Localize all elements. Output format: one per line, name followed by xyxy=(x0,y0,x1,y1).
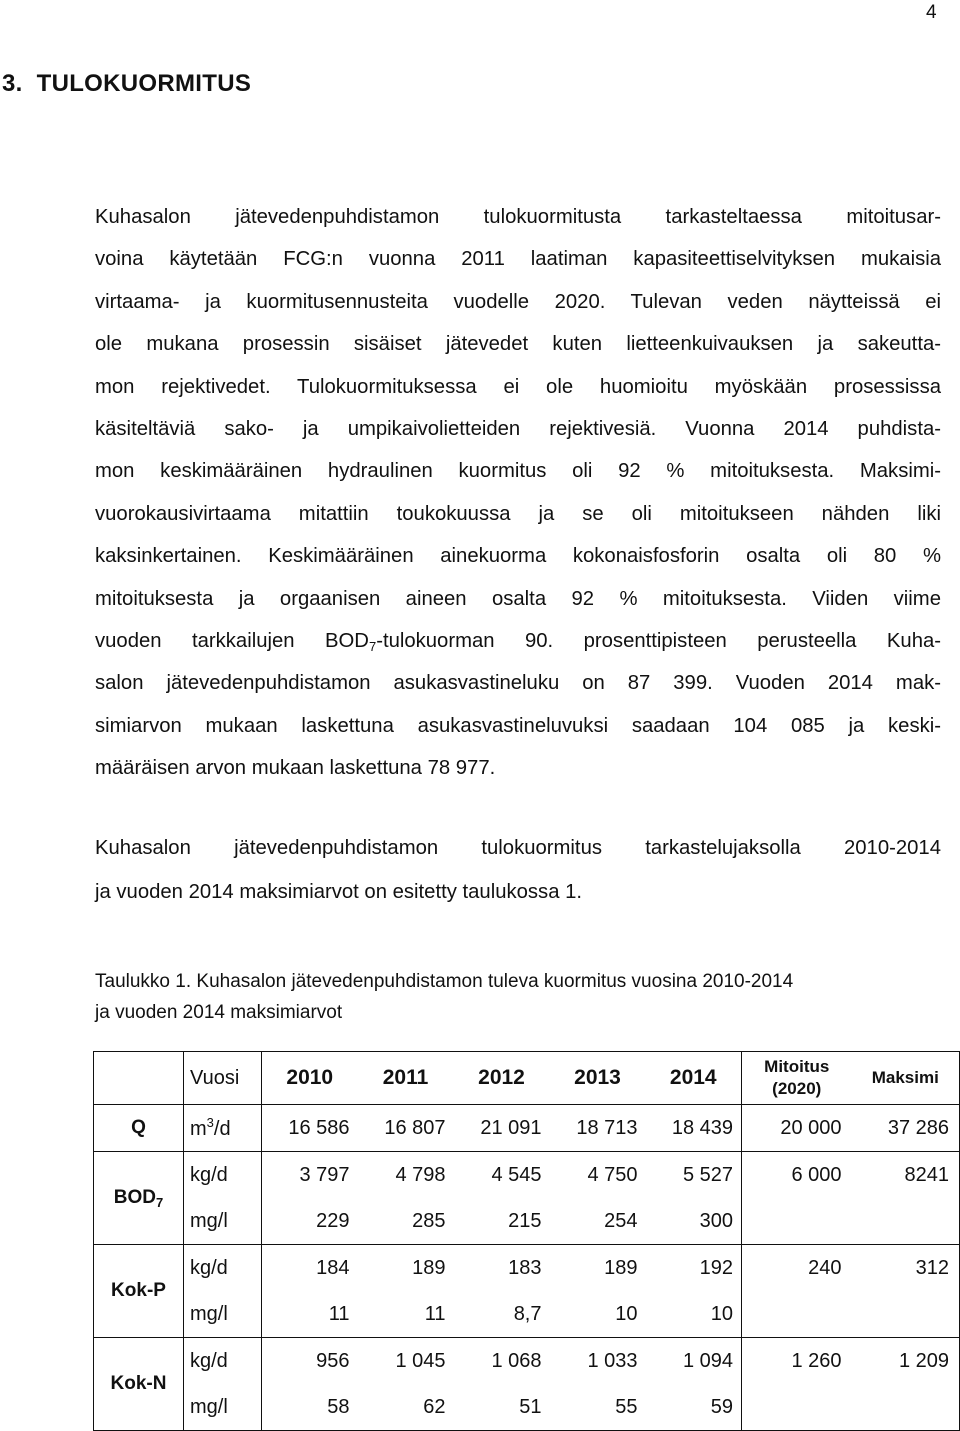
unit-text: m xyxy=(190,1118,207,1140)
value-cell: 189 xyxy=(550,1245,646,1292)
table-header-row xyxy=(94,1052,960,1105)
value-cell: 956 xyxy=(262,1338,358,1385)
unit-cell: mg/l xyxy=(184,1384,262,1431)
unit-cell: kg/d xyxy=(184,1245,262,1292)
paragraph-line: Kuhasalon jätevedenpuhdistamon tulokuormitus tarkastelujaksolla 2010-2014 xyxy=(95,837,941,859)
section-number: 3. xyxy=(2,70,23,97)
empty-cell xyxy=(742,1384,852,1431)
maksimi-cell: 1 209 xyxy=(852,1338,960,1385)
value-cell: 59 xyxy=(646,1384,742,1431)
table-row-q xyxy=(94,1105,960,1152)
maksimi-cell: 37 286 xyxy=(852,1105,960,1152)
value-cell: 1 068 xyxy=(454,1338,550,1385)
param-label-kokp: Kok-P xyxy=(94,1245,184,1338)
table-row-kokn-mgl xyxy=(94,1384,960,1431)
value-cell: 55 xyxy=(615,1395,638,1418)
value-cell: 4 545 xyxy=(454,1152,550,1199)
table-row-kokn-kgd xyxy=(94,1338,960,1385)
header-year: 2011 xyxy=(382,1066,429,1089)
value-cell: 21 091 xyxy=(454,1105,550,1152)
paragraph-line: salon jätevedenpuhdistamon asukasvastineluku on 87 399. Vuoden 2014 mak- xyxy=(95,672,941,695)
unit-cell: kg/d xyxy=(184,1338,262,1385)
value-cell: 51 xyxy=(519,1395,542,1418)
paragraph-line: ole mukana prosessin sisäiset jätevedet kuten lietteenkuivauksen ja sakeutta- xyxy=(95,333,941,356)
empty-cell xyxy=(852,1291,960,1338)
empty-cell xyxy=(852,1384,960,1431)
line-text: vuoden tarkkailujen BOD xyxy=(95,629,369,652)
value-cell: 10 xyxy=(646,1291,742,1338)
body-paragraph-1 xyxy=(95,196,941,789)
line-text: -tulokuorman 90. prosenttipisteen perusteella Kuha- xyxy=(376,629,942,652)
value-cell: 254 xyxy=(604,1209,638,1232)
paragraph-line: vuorokausivirtaama mitattiin toukokuussa ja se oli mitoitukseen nähden liki xyxy=(95,502,941,525)
paragraph-line: mon rejektivedet. Tulokuormituksessa ei ole huomioitu myöskään prosessissa xyxy=(95,375,941,398)
value-cell: 1 045 xyxy=(358,1338,454,1385)
page-number: 4 xyxy=(926,2,937,23)
unit-cell: mg/l xyxy=(184,1291,262,1338)
value-cell: 215 xyxy=(508,1209,542,1232)
value-cell: 3 797 xyxy=(262,1152,358,1199)
paragraph-line: simiarvon mukaan laskettuna asukasvastineluvuksi saadaan 104 085 ja keski- xyxy=(95,714,941,737)
value-cell: 4 750 xyxy=(550,1152,646,1199)
value-cell: 300 xyxy=(646,1198,742,1245)
table-row-kokp-mgl xyxy=(94,1291,960,1338)
param-label-kokn: Kok-N xyxy=(94,1338,184,1431)
table-row-kokp-kgd xyxy=(94,1245,960,1292)
paragraph-line xyxy=(95,620,941,662)
value-cell: 8,7 xyxy=(513,1302,542,1325)
empty-cell xyxy=(742,1291,852,1338)
value-cell: 189 xyxy=(358,1245,454,1292)
value-cell: 285 xyxy=(412,1209,446,1232)
value-cell: 1 033 xyxy=(550,1338,646,1385)
mitoitus-cell: 1 260 xyxy=(742,1338,852,1385)
value-cell: 184 xyxy=(262,1245,358,1292)
empty-cell xyxy=(742,1198,852,1245)
value-cell: 192 xyxy=(646,1245,742,1292)
value-cell: 10 xyxy=(615,1302,638,1325)
value-cell: 11 xyxy=(262,1291,358,1338)
param-label-q: Q xyxy=(94,1105,184,1152)
maksimi-cell: 312 xyxy=(852,1245,960,1292)
value-cell: 11 xyxy=(424,1302,446,1325)
unit-cell: kg/d xyxy=(184,1152,262,1199)
body-paragraph-2 xyxy=(95,827,941,914)
paragraph-line: Kuhasalon jätevedenpuhdistamon tulokuormitusta tarkasteltaessa mitoitusar- xyxy=(95,206,941,228)
value-cell: 62 xyxy=(423,1395,446,1418)
header-mitoitus xyxy=(742,1052,852,1105)
value-cell: 18 439 xyxy=(646,1105,742,1152)
value-cell: 58 xyxy=(262,1384,358,1431)
value-cell: 4 798 xyxy=(358,1152,454,1199)
value-cell: 183 xyxy=(454,1245,550,1292)
table-row-bod-mgl xyxy=(94,1198,960,1245)
param-label-bod xyxy=(94,1152,184,1245)
caption-line: ja vuoden 2014 maksimiarvot xyxy=(95,1002,343,1023)
value-cell: 1 094 xyxy=(646,1338,742,1385)
header-empty-cell xyxy=(94,1052,184,1105)
mitoitus-cell: 240 xyxy=(742,1245,852,1292)
section-title: TULOKUORMITUS xyxy=(36,70,252,97)
paragraph-line: mitoituksesta ja orgaanisen aineen osalta 92 % mitoituksesta. Viiden viime xyxy=(95,587,941,610)
paragraph-line: virtaama- ja kuormitusennusteita vuodelle 2020. Tulevan veden näytteissä ei xyxy=(95,290,941,313)
paragraph-line: määräisen arvon mukaan laskettuna 78 977. xyxy=(95,757,496,780)
paragraph-line: käsiteltäviä sako- ja umpikaivolietteiden rejektivesiä. Vuonna 2014 puhdista- xyxy=(95,417,941,440)
unit-text: /d xyxy=(213,1118,231,1140)
mitoitus-line1: Mitoitus xyxy=(764,1057,830,1076)
header-maksimi: Maksimi xyxy=(871,1068,939,1087)
header-year: 2012 xyxy=(478,1066,525,1089)
unit-cell: mg/l xyxy=(184,1198,262,1245)
caption-line: Taulukko 1. Kuhasalon jätevedenpuhdistamon tuleva kuormitus vuosina 2010-2014 xyxy=(95,971,794,992)
paragraph-line: mon keskimääräinen hydraulinen kuormitus oli 92 % mitoituksesta. Maksimi- xyxy=(95,460,941,483)
load-table xyxy=(93,1051,960,1431)
table-caption xyxy=(95,966,945,1028)
param-text: BOD xyxy=(113,1186,156,1208)
table-row-bod-kgd xyxy=(94,1152,960,1199)
empty-cell xyxy=(852,1198,960,1245)
mitoitus-cell: 6 000 xyxy=(742,1152,852,1199)
maksimi-cell: 8241 xyxy=(852,1152,960,1199)
header-vuosi: Vuosi xyxy=(184,1052,262,1105)
value-cell: 16 807 xyxy=(358,1105,454,1152)
value-cell: 18 713 xyxy=(550,1105,646,1152)
subscript: 7 xyxy=(368,638,377,654)
param-subscript: 7 xyxy=(156,1194,164,1210)
value-cell: 16 586 xyxy=(262,1105,358,1152)
header-year: 2014 xyxy=(646,1052,742,1105)
paragraph-line: ja vuoden 2014 maksimiarvot on esitetty taulukossa 1. xyxy=(95,880,583,903)
header-year: 2010 xyxy=(262,1052,358,1105)
unit-superscript: 3 xyxy=(206,1115,214,1130)
header-year: 2013 xyxy=(574,1066,621,1089)
value-cell: 5 527 xyxy=(646,1152,742,1199)
unit-cell xyxy=(184,1105,262,1152)
paragraph-line: voina käytetään FCG:n vuonna 2011 laatiman kapasiteettiselvityksen mukaisia xyxy=(95,248,941,271)
mitoitus-line2: (2020) xyxy=(772,1079,822,1098)
mitoitus-cell: 20 000 xyxy=(742,1105,852,1152)
value-cell: 229 xyxy=(262,1198,358,1245)
paragraph-line: kaksinkertainen. Keskimääräinen ainekuorma kokonaisfosforin osalta oli 80 % xyxy=(95,545,941,568)
section-heading xyxy=(2,70,251,98)
